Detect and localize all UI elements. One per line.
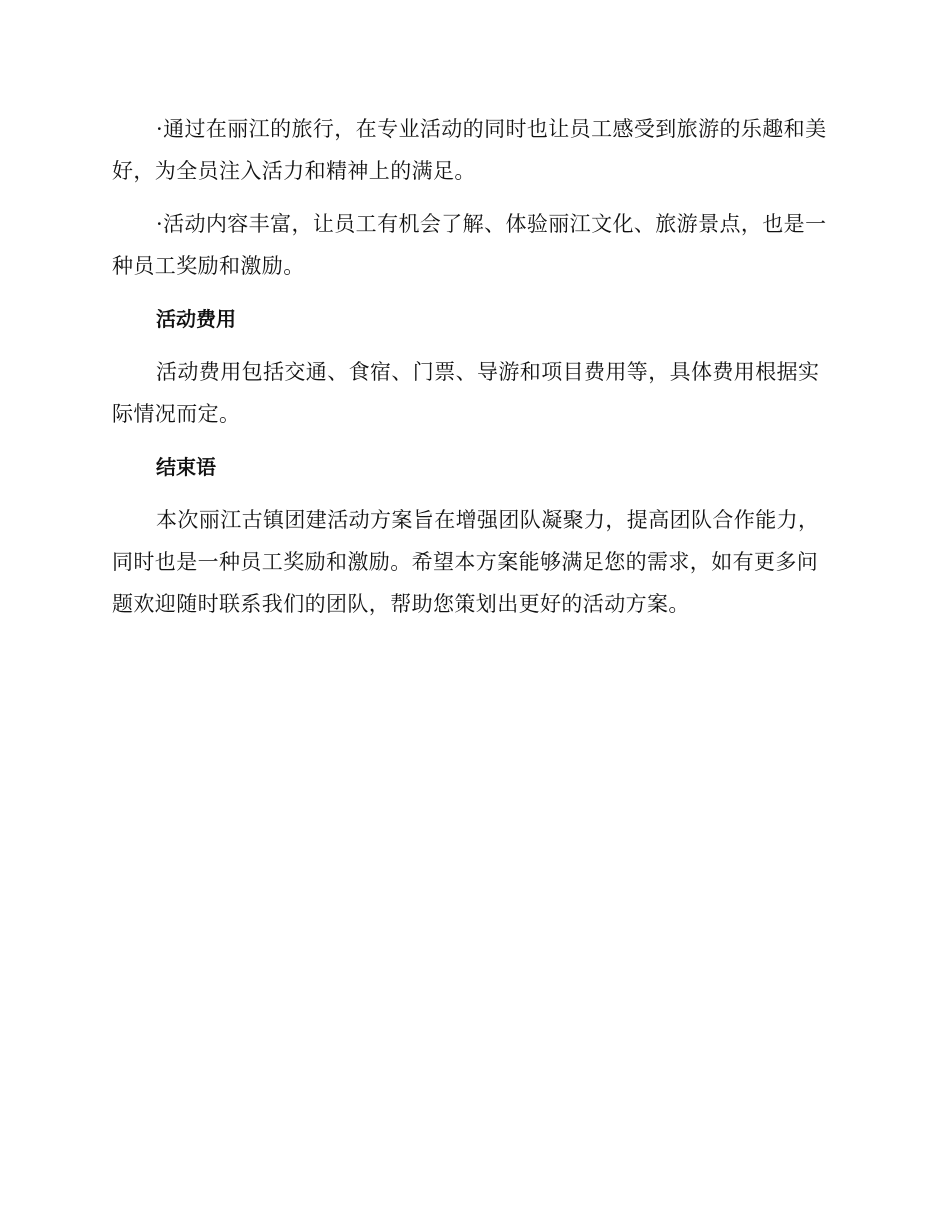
cost-paragraph: 活动费用包括交通、食宿、门票、导游和项目费用等，具体费用根据实际情况而定。	[112, 360, 820, 426]
conclusion-paragraph: 本次丽江古镇团建活动方案旨在增强团队凝聚力，提高团队合作能力，同时也是一种员工奖励和激励。希望本方案能够满足您的需求，如有更多问题欢迎随时联系我们的团队，帮助您策划出更好的活动方案。	[112, 508, 820, 616]
bullet-paragraph-travel: ·通过在丽江的旅行，在专业活动的同时也让员工感受到旅游的乐趣和美好，为全员注入活力和精神上的满足。	[112, 117, 827, 183]
bullet-paragraph-activities: ·活动内容丰富，让员工有机会了解、体验丽江文化、旅游景点，也是一种员工奖励和激励。	[112, 212, 827, 278]
section-heading-conclusion: 结束语	[156, 455, 216, 479]
section-heading-cost: 活动费用	[156, 307, 236, 331]
document-page	[112, 108, 832, 625]
